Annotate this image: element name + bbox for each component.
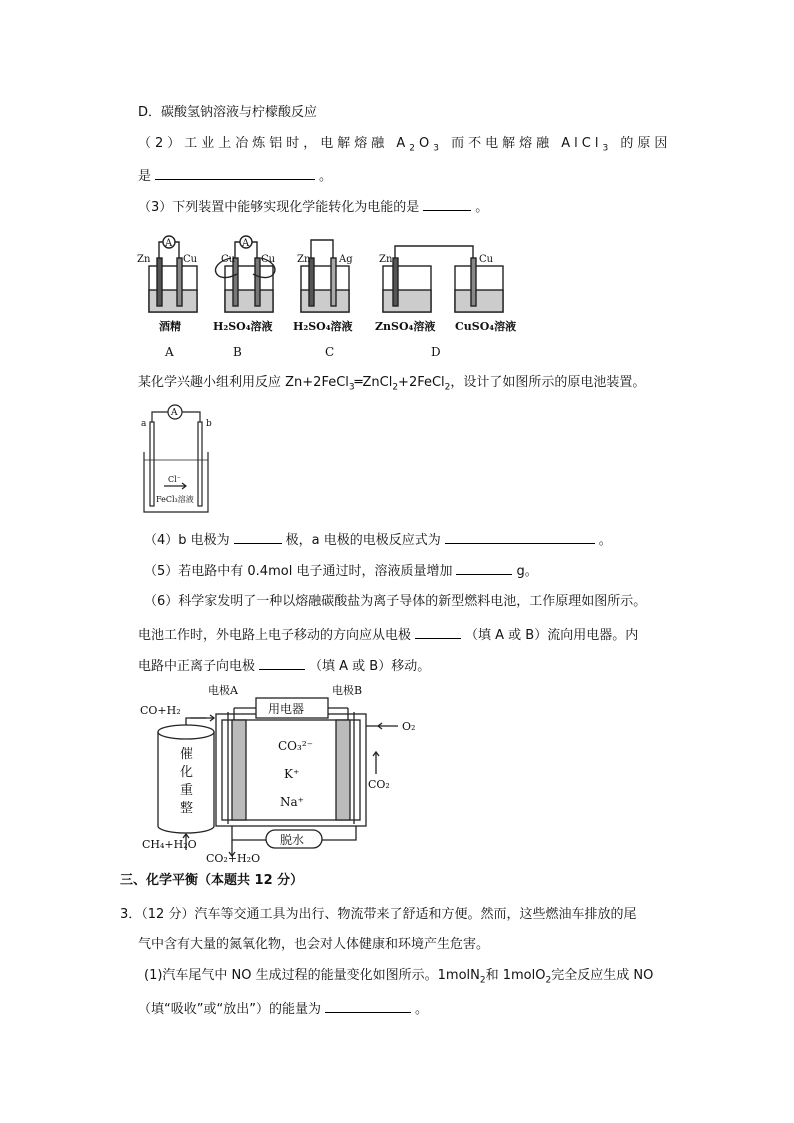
p3q1-b: 和 1molO [485,968,546,983]
galvanic-intro [138,374,645,397]
q2-line2-pre: 是 [138,169,152,184]
q2-sub-2: 3 [433,143,443,154]
answer-blank-q5[interactable] [456,561,512,575]
ion-potassium: K⁺ [284,767,300,781]
problem-3-q1-line-1 [144,967,653,990]
answer-blank-q4-2[interactable] [445,530,595,544]
intro-sub-1: 3 [348,382,355,393]
q5-b: g。 [516,564,538,579]
p3q1-l2-a: （填“吸收”或“放出”）的能量为 [138,1002,321,1017]
problem-3-line-2: 气中含有大量的氮氧化物，也会对人体健康和环境产生危害。 [138,937,490,952]
question-2-line-1 [138,135,671,158]
q6-l2-a: 电池工作时，外电路上电子移动的方向应从电极 [138,628,412,643]
figure-galvanic-cell [138,400,218,518]
dev-c-left: Zn [297,254,311,265]
meter-a-label-1: A [165,238,173,249]
dev-a-left: Zn [137,254,151,265]
intro-c: +2FeCl [398,375,445,390]
reformer-char-2: 化 [180,765,194,780]
electrode-a-label: a [141,419,147,429]
question-4 [144,530,612,550]
ion-sodium: Na⁺ [280,795,304,809]
q5-a: （5）若电路中有 0.4mol 电子通过时，溶液质量增加 [144,564,453,579]
cell-meter-label: A [171,408,178,418]
reformer-char-4: 整 [180,801,194,816]
p3q1-l2-b: 。 [414,1002,428,1017]
oxygen-label: O₂ [402,720,416,733]
q3-post: 。 [475,200,489,215]
q3-text: （3）下列装置中能够实现化学能转化为电能的是 [138,200,420,215]
answer-blank-p3q1[interactable] [325,999,411,1013]
answer-blank-q6-1[interactable] [415,625,461,639]
q2-sub-3: 3 [602,143,613,154]
p3q1-c: 完全反应生成 NO [551,968,654,983]
dev-b-letter: B [233,345,242,359]
section-3-heading: 三、化学平衡（本题共 12 分） [120,873,304,888]
intro-a: 某化学兴趣小组利用反应 Zn+2FeCl [138,375,349,390]
q2-text-c: 而不电解熔融 AlCl [443,136,603,151]
chloride-ion-label: Cl⁻ [168,475,181,484]
q4-a: （4）b 电极为 [144,533,230,548]
fecl3-solution-label: FeCl₃溶液 [156,495,194,504]
answer-blank-q4-1[interactable] [234,530,282,544]
reformer-char-1: 催 [180,747,194,762]
p3q1-sub-2: 2 [545,975,552,986]
option-d: D．碳酸氢钠溶液与柠檬酸反应 [138,105,318,120]
dev-a-solution: 酒精 [159,320,181,333]
problem-3-line-1: 3．（12 分）汽车等交通工具为出行、物流带来了舒适和方便。然而，这些燃油车排放的尾 [120,907,637,922]
q6-l3-a: 电路中正离子向电极 [138,659,256,674]
dev-d-right: Cu [479,254,494,265]
meter-a-label-2: A [242,238,250,249]
question-3 [138,197,488,217]
electrode-a-title: 电极A [208,684,238,697]
question-6-line-2 [138,625,638,645]
q2-sub-1: 2 [409,143,420,154]
exhaust-label: CO₂+H₂O [206,852,261,862]
q2-text-b: O [419,136,434,151]
question-6-line-1: （6）科学家发明了一种以熔融碳酸盐为离子导体的新型燃料电池，工作原理如图所示。 [144,594,647,609]
dev-d-left: Zn [379,254,393,265]
dev-d-letter: D [431,345,441,359]
q4-b: 极，a 电极的电极反应式为 [285,533,441,548]
q2-text-a: （2）工业上冶炼铝时，电解熔融 A [138,136,410,151]
figure-devices-a-to-d [135,228,535,363]
question-5 [144,561,538,581]
dev-c-solution: H₂SO₄溶液 [293,320,353,333]
dev-b-right: Cu [261,254,276,265]
feed-label: CH₄+H₂O [142,838,197,851]
intro-sub-2: 2 [392,382,399,393]
dev-b-solution: H₂SO₄溶液 [213,320,273,333]
answer-blank-q3[interactable] [423,197,471,211]
q4-c: 。 [598,533,612,548]
dev-a-right: Cu [183,254,198,265]
electrode-b-label: b [206,419,212,429]
intro-d: ，设计了如图所示的原电池装置。 [450,375,646,390]
figure-fuel-cell [136,684,436,862]
question-2-line-2 [138,166,332,186]
answer-blank-q6-2[interactable] [259,656,305,670]
p3q1-sub-1: 2 [479,975,486,986]
intro-sub-3: 2 [444,382,451,393]
dev-a-letter: A [165,345,174,359]
question-6-line-3 [138,656,430,676]
reformer-char-3: 重 [180,783,194,798]
dev-c-letter: C [325,345,335,359]
input-gas-label: CO+H₂ [140,704,181,717]
dev-b-left: Cu [221,254,236,265]
dev-d-solution-right: CuSO₄溶液 [455,320,517,333]
ion-carbonate: CO₃²⁻ [278,739,313,753]
problem-3-q1-line-2 [138,999,428,1019]
q6-l2-b: （填 A 或 B）流向用电器。内 [465,628,639,643]
dehydrate-label: 脱水 [280,833,305,847]
electrode-b-title: 电极B [332,684,363,697]
q6-l3-b: （填 A 或 B）移动。 [309,659,431,674]
intro-b: ═ZnCl [354,375,393,390]
device-label: 用电器 [268,702,305,716]
dev-c-right: Ag [339,254,353,265]
dev-d-solution-left: ZnSO₄溶液 [375,320,436,333]
answer-blank-q2[interactable] [155,166,315,180]
q2-text-d: 的原因 [612,136,672,151]
q2-line2-post: 。 [319,169,333,184]
co2-input-label: CO₂ [368,778,390,791]
p3q1-a: (1)汽车尾气中 NO 生成过程的能量变化如图所示。1molN [144,968,480,983]
